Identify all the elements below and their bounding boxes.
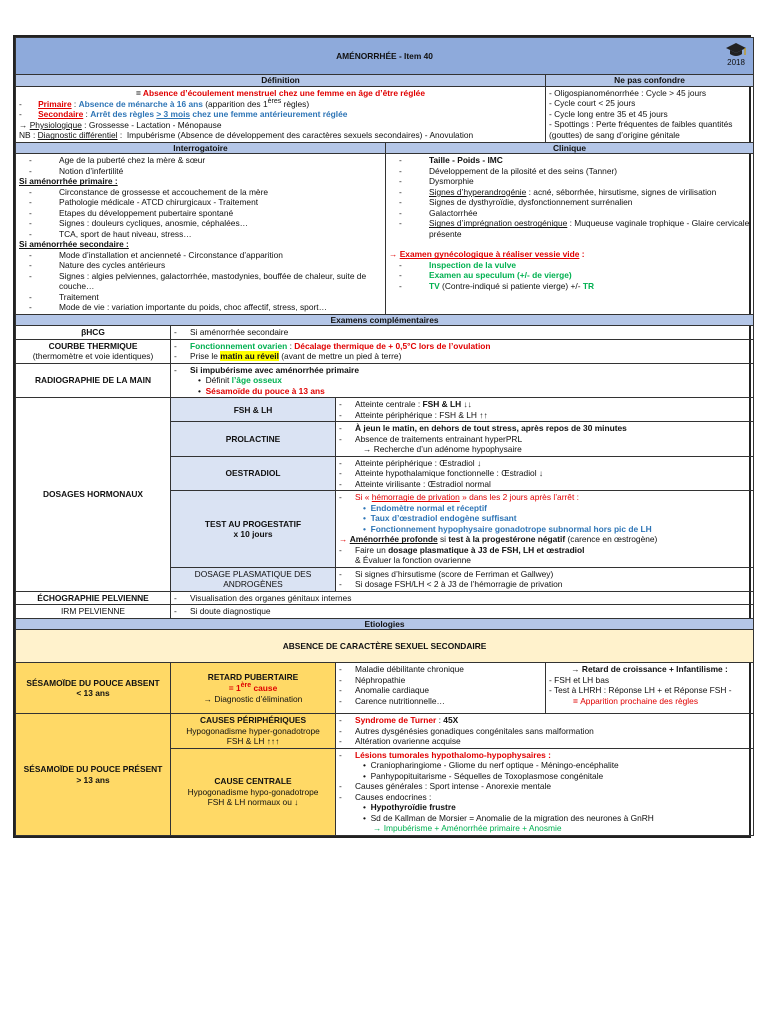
section-definition: Définition bbox=[16, 75, 546, 87]
page-title: AMÉNORRHÉE - Item 40 2018 bbox=[16, 38, 754, 75]
section-interrogatoire: Interrogatoire bbox=[16, 142, 386, 154]
section-examens: Examens complémentaires bbox=[16, 314, 754, 326]
graduation-cap-icon: 2018 bbox=[725, 42, 747, 68]
ne-pas-confondre-content: - Oligospianoménorrhée : Cycle > 45 jours - Cycle court < 25 jours - Cycle long entre 35 et 45 jours - Spottings : Perte fréquentes de faibles quantités (gouttes) de sang d’origine génitale bbox=[546, 86, 754, 142]
study-sheet: AMÉNORRHÉE - Item 40 2018 Définition Ne pas confondre = Absence d’écoulement menstruel chez une femme en âge d’être réglée - Primaire : Absence de ménarche à 16 ans (apparition des 1ères règles) - Secondaire : Arrêt des règles > 3 mois chez une femme antérieurement réglée → Physiologique : Grossesse - Lactation - Ménopause NB : Diagnostic différentiel : Impubérisme (Absence de développement des caractères sexuels secondaires) - Anovulation - Oligospianoménorrhée : Cycle > 45 jours - Cycle court < 25 jours - Cycle long entre 35 et 45 jours - Spottings : Perte fréquentes de faibles quantités (gouttes) de sang d’origine génitale Interrogatoire Clinique - Age de la puberté chez la mère & sœur - Notion d’infertilité Si aménorrhée primaire : - Circonstance de grossesse et accouchement de la mère - Pathologie médicale - ATCD chirurgicaux - Traitement - Etapes du développement pubertaire spontané - Signes : douleurs cycliques, anosmie, céphalées… - TCA, sport de haut niveau, stress… Si aménorrhée secondaire : - Mode d’installation et ancienneté - Circonstance d’apparition - Nature des cycles antérieurs - Signes : algies pelviennes, galactorrhée, mastodynies, bouffée de chaleur, suite de couche… - Traitement - Mode de vie : variation importante du poids, choc affectif, stress, sport… - Taille - Poids - IMC - Développement de la pilosité et des seins (Tanner) - Dysmorphie - Signes d’hyperandrogénie : acné, séborrhée, hirsutisme, signes de virilisation - Signes de dysthyroïdie, dysfonctionnement surrénalien - Galactorrhée - Signes d’imprégnation oestrogénique : Muqueuse vaginale trophique - Glaire cervicale présente → Examen gynécologique à réaliser vessie vide : - Inspection de la vulve - Examen au speculum (+/- de vierge) - TV (Contre-indiqué si patiente vierge) +/- TR Examens complémentaires βHCG - Si aménorrhée secondaire COURBE THERMIQUE (thermomètre et voie identiques) - Fonctionnement ovarien : Décalage thermique de + 0,5°C lors de l’ovulation - Prise le matin au réveil (avant de mettre un pied à terre) RADIOGRAPHIE DE LA MAIN - Si impubérisme avec aménorrhée primaire • Définit l’âge osseux • Sésamoïde du pouce à 13 ans DOSAGES HORMONAUX FSH & LH - Atteinte centrale : FSH & LH ↓↓ - Atteinte périphérique : FSH & LH ↑↑ PROLACTINE - À jeun le matin, en dehors de tout stress, après repos de 30 minutes - Absence de traitements entrainant hyperPRL → Recherche d’un adénome hypophysaire OESTRADIOL - Atteinte périphérique : Œstradiol ↓ - Atteinte hypothalamique fonctionnelle : Œstradiol ↓ - Atteinte virilisante : Œstradiol normal TEST AU PROGESTATIF x 10 jours - Si « hémorragie de privation » dans les 2 jours après l’arrêt : • Endomètre normal et réceptif • Taux d’œstradiol endogène suffisant • Fonctionnement hypophysaire gonadotrope subnormal hors pic de LH → Aménorrhée profonde si test à la progestérone négatif (carence en œstrogène) - Faire un dosage plasmatique à J3 de FSH, LH et œstradiol & Évaluer la fonction ovarienne DOSAGE PLASMATIQUE DES ANDROGÈNES - Si signes d’hirsutisme (score de Ferriman et Gallwey) - Si dosage FSH/LH < 2 à J3 de l’hémorragie de privation ÉCHOGRAPHIE PELVIENNE - Visualisation des organes génitaux internes IRM PELVIENNE - Si doute diagnostique Etiologies ABSENCE DE CARACTÈRE SEXUEL SECONDAIRE SÉSAMOÏDE DU POUCE ABSENT < 13 ans RETARD PUBERTAIRE = 1ère cause → Diagnostic d’élimination - Maladie débilitante chronique - Néphropathie - Anomalie cardiaque - Carence nutritionnelle… → Retard de croissance + Infantilisme : - FSH et LH bas - Test à LHRH : Réponse LH + et Réponse FSH - = Apparition prochaine des règles SÉSAMOÏDE DU POUCE PRÉSENT > 13 ans CAUSES PÉRIPHÉRIQUES Hypogonadisme hyper-gonadotrope FSH & LH ↑↑↑ - Syndrome de Turner : 45X - Autres dysgénésies gonadiques congénitales sans malformation - Altération ovarienne acquise CAUSE CENTRALE Hypogonadisme hypo-gonadotrope FSH & LH normaux ou ↓ - Lésions tumorales hypothalomo-hypophysaires : • Craniopharingiome - Gliome du nerf optique - Méningo-encéphalite • Panhypopituitarisme - Séquelles de Toxoplasmose congénitale - Causes générales : Sport intense - Anorexie mentale - Causes endocrines : • Hypothyroïdie frustre • Sd de Kallman de Morsier = Anomalie de la migration des neurones à GnRH → Impubérisme + Aménorrhée primaire + Anosmie bbox=[13, 35, 751, 838]
interrogatoire-content: - Age de la puberté chez la mère & sœur - Notion d’infertilité Si aménorrhée primaire : - Circonstance de grossesse et accouchement de la mère - Pathologie médicale - ATCD chirurgicaux - Traitement - Etapes du développement pubertaire spontané - Signes : douleurs cycliques, anosmie, céphalées… - TCA, sport de haut niveau, stress… Si aménorrhée secondaire : - Mode d’installation et ancienneté - Circonstance d’apparition - Nature des cycles antérieurs - Signes : algies pelviennes, galactorrhée, mastodynies, bouffée de chaleur, suite de couche… - Traitement - Mode de vie : variation importante du poids, choc affectif, stress, sport… bbox=[16, 154, 386, 315]
section-etiologies: Etiologies bbox=[16, 618, 754, 630]
section-absence: ABSENCE DE CARACTÈRE SEXUEL SECONDAIRE bbox=[16, 630, 754, 663]
section-ne-pas-confondre: Ne pas confondre bbox=[546, 75, 754, 87]
clinique-content: - Taille - Poids - IMC - Développement de la pilosité et des seins (Tanner) - Dysmorphie - Signes d’hyperandrogénie : acné, séborrhée, hirsutisme, signes de virilisation - Signes de dysthyroïdie, dysfonctionnement surrénalien - Galactorrhée - Signes d’imprégnation oestrogénique : Muqueuse vaginale trophique - Glaire cervicale présente → Examen gynécologique à réaliser vessie vide : - Inspection de la vulve - Examen au speculum (+/- de vierge) - TV (Contre-indiqué si patiente vierge) +/- TR bbox=[386, 154, 754, 315]
section-clinique: Clinique bbox=[386, 142, 754, 154]
definition-content: = Absence d’écoulement menstruel chez une femme en âge d’être réglée - Primaire : Absence de ménarche à 16 ans (apparition des 1ères règles) - Secondaire : Arrêt des règles > 3 mois chez une femme antérieurement réglée → Physiologique : Grossesse - Lactation - Ménopause NB : Diagnostic différentiel : Impubérisme (Absence de développement des caractères sexuels secondaires) - Anovulation bbox=[16, 86, 546, 142]
